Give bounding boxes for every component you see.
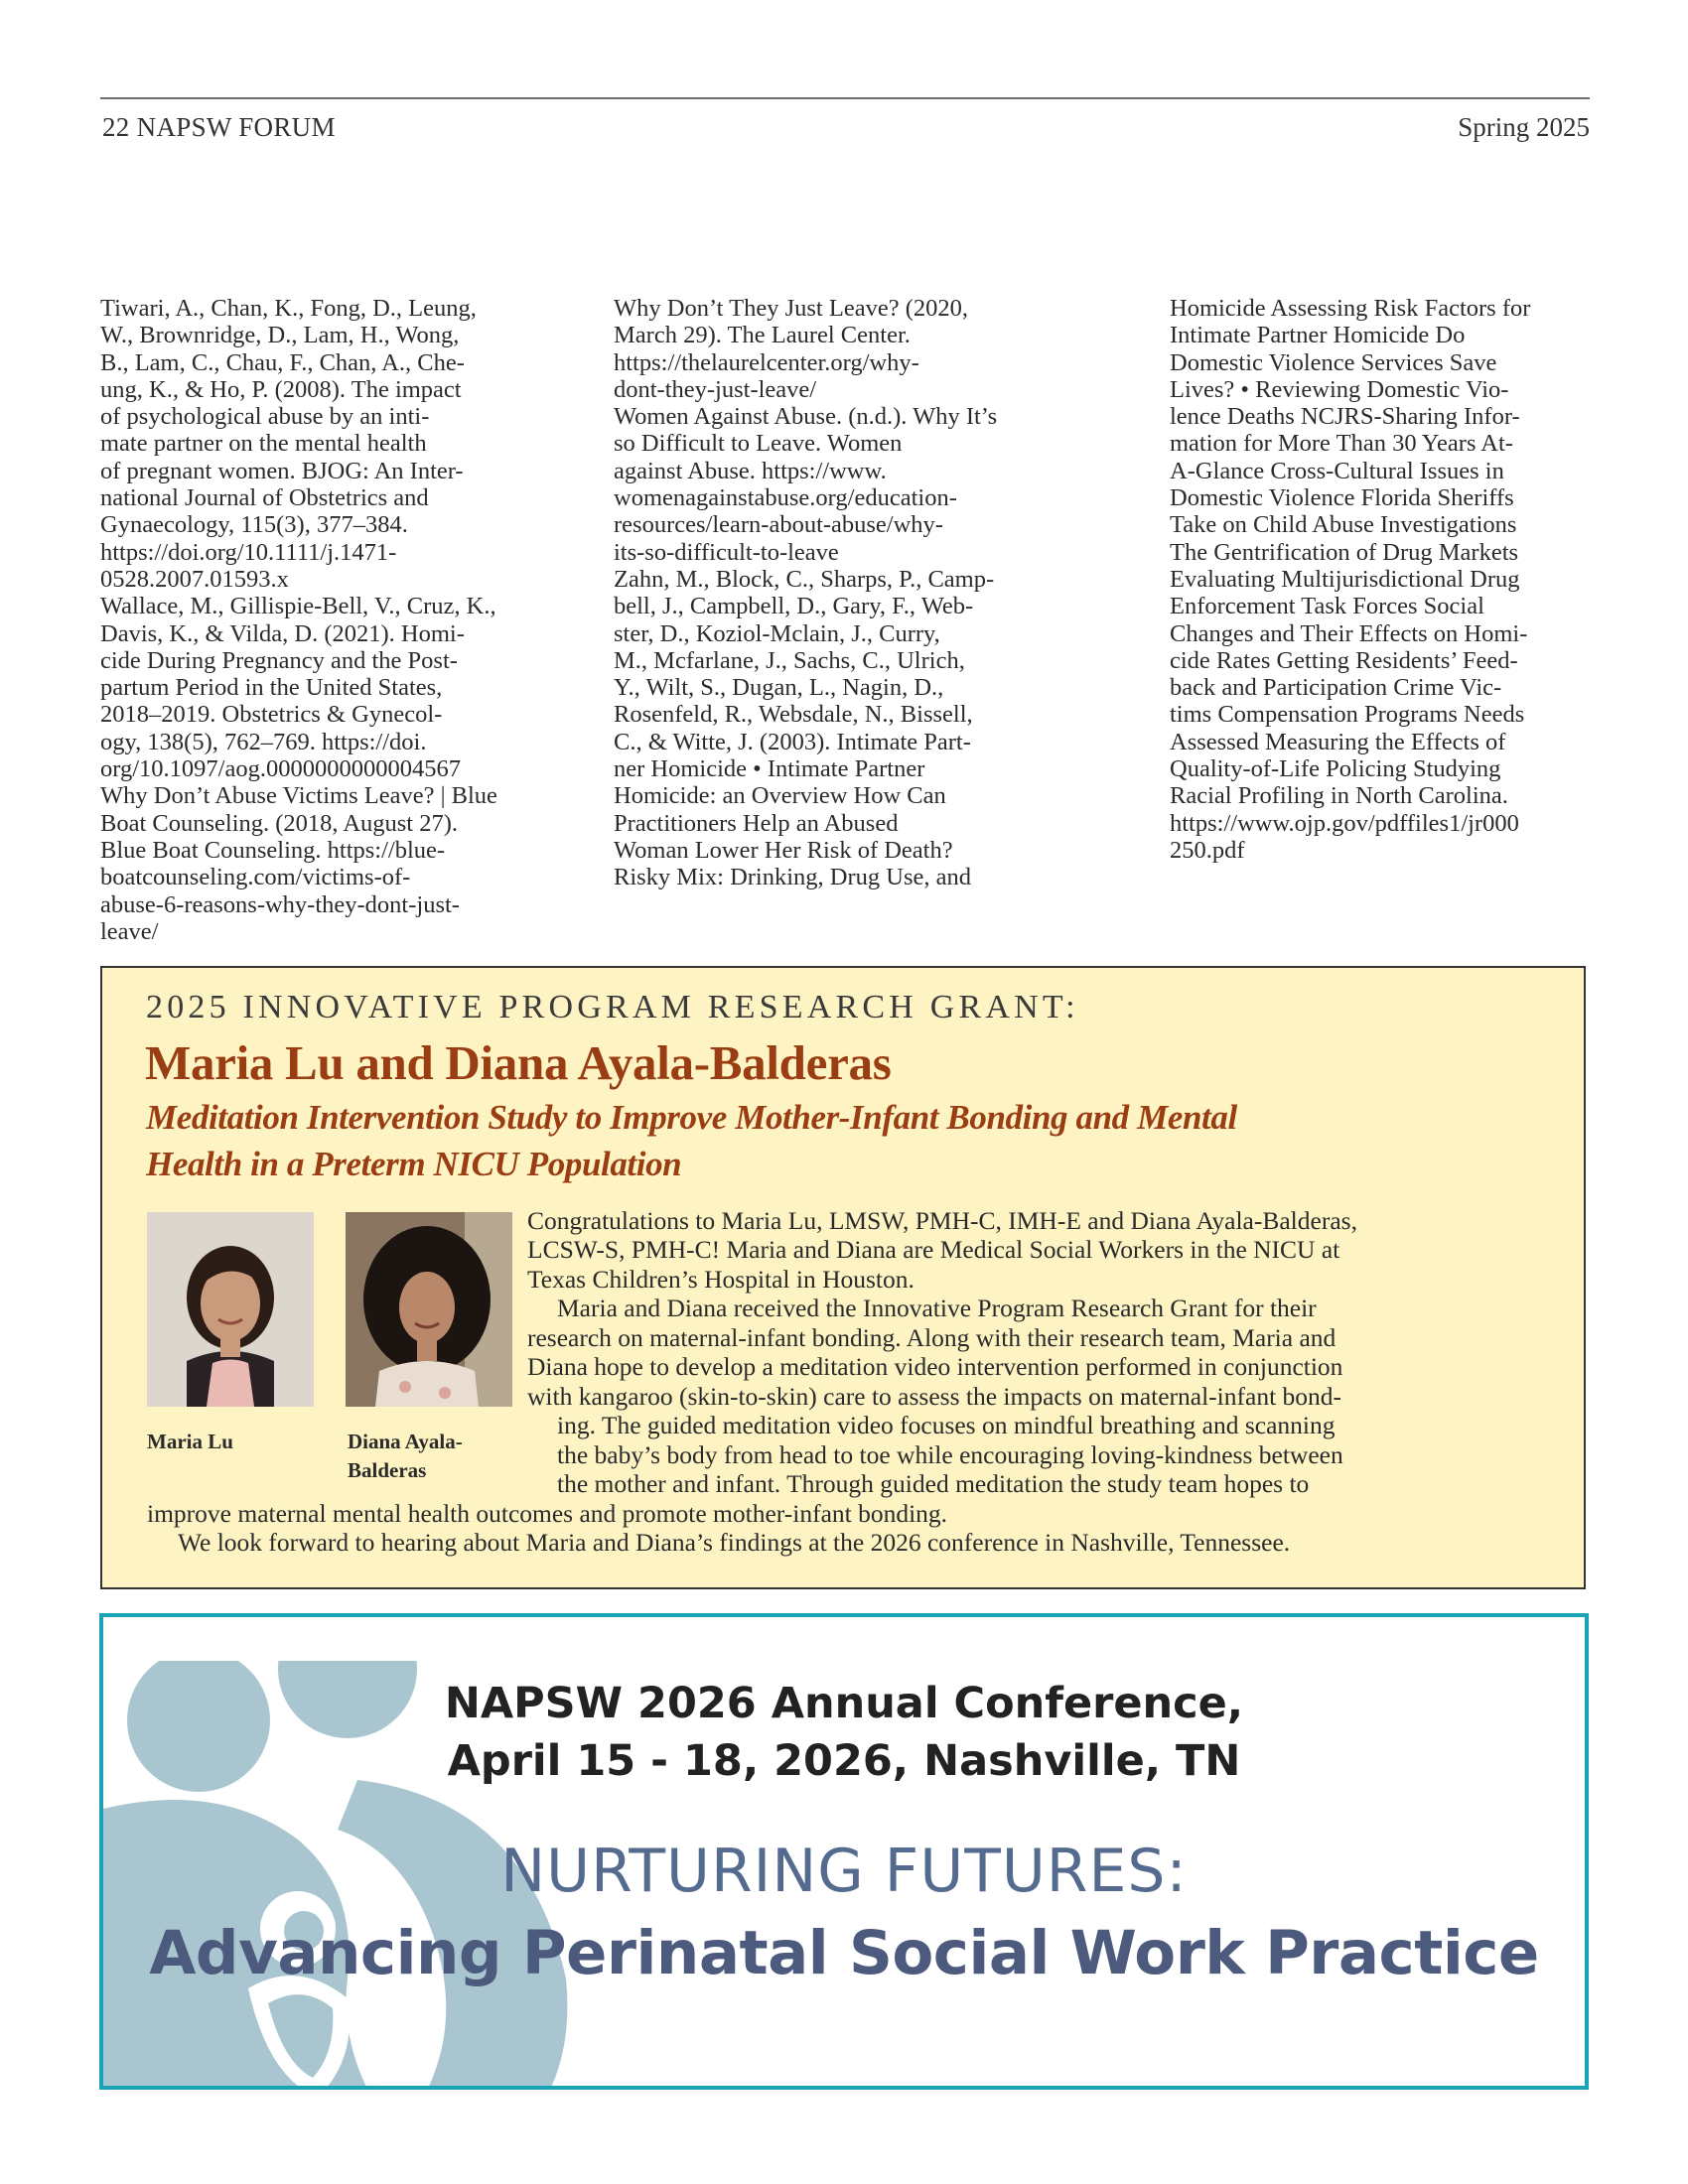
references-column-3 <box>1170 295 1599 864</box>
ref-line: of pregnant women. BJOG: An Inter- <box>100 457 464 484</box>
page-number-and-publication: 22 NAPSW FORUM <box>102 112 336 142</box>
ref-line: Women Against Abuse. (n.d.). Why It’s <box>614 403 998 431</box>
ref-line: Racial Profiling in North Carolina. <box>1170 782 1508 810</box>
ref-line: org/10.1097/aog.0000000000004567 <box>100 755 461 783</box>
reference-entry-laurel-center <box>614 295 1080 403</box>
reference-entry-zahn-continued <box>1170 295 1599 864</box>
ref-line: 2018–2019. Obstetrics & Gynecol- <box>100 701 443 729</box>
body-line: with kangaroo (skin-to-skin) care to assess the impacts on maternal-infant bond- <box>527 1382 1342 1411</box>
ref-line: Zahn, M., Block, C., Sharps, P., Camp- <box>614 565 995 593</box>
reference-entry-zahn <box>614 566 1080 891</box>
ref-line: abuse-6-reasons-why-they-dont-just- <box>100 890 460 918</box>
ref-line: The Gentrification of Drug Markets <box>1170 538 1519 566</box>
reference-entry-blue-boat <box>100 782 567 945</box>
ref-line: Wallace, M., Gillispie-Bell, V., Cruz, K., <box>100 593 496 620</box>
ref-line: March 29). The Laurel Center. <box>614 322 911 349</box>
reference-entry-tiwari <box>100 295 567 593</box>
ref-line: of psychological abuse by an inti- <box>100 403 430 431</box>
ref-line: Homicide: an Overview How Can <box>614 782 946 810</box>
body-line: Maria and Diana received the Innovative Program Research Grant for their <box>557 1294 1317 1322</box>
ref-line: Evaluating Multijurisdictional Drug <box>1170 565 1520 593</box>
body-line: ing. The guided meditation video focuses on mindful breathing and scanning <box>557 1411 1336 1439</box>
ref-line: boatcounseling.com/victims-of- <box>100 864 411 891</box>
ref-line: ner Homicide • Intimate Partner <box>614 755 925 783</box>
ref-line: Boat Counseling. (2018, August 27). <box>100 809 459 837</box>
body-line: Texas Children’s Hospital in Houston. <box>527 1265 914 1294</box>
ref-line: national Journal of Obstetrics and <box>100 484 429 512</box>
reference-entry-wallace <box>100 593 567 782</box>
body-line: We look forward to hearing about Maria and Diana’s findings at the 2026 conference in Nashville, Tennessee. <box>178 1528 1291 1557</box>
body-line: LCSW-S, PMH-C! Maria and Diana are Medical Social Workers in the NICU at <box>527 1235 1340 1264</box>
ref-line: Take on Child Abuse Investigations <box>1170 511 1517 539</box>
study-title-line: Meditation Intervention Study to Improve Mother-Infant Bonding and Mental <box>146 1098 1237 1137</box>
ref-line: ung, K., & Ho, P. (2008). The impact <box>100 375 462 403</box>
grant-kicker: 2025 INNOVATIVE PROGRAM RESEARCH GRANT: <box>146 989 1079 1025</box>
ref-line: ogy, 138(5), 762–769. https://doi. <box>100 728 427 755</box>
ref-line: so Difficult to Leave. Women <box>614 430 903 458</box>
reference-entry-women-against-abuse <box>614 403 1080 566</box>
ref-line: Practitioners Help an Abused <box>614 809 899 837</box>
ref-line: Blue Boat Counseling. https://blue- <box>100 836 446 864</box>
ref-line: Homicide Assessing Risk Factors for <box>1170 295 1531 322</box>
ref-line: M., Mcfarlane, J., Sachs, C., Ulrich, <box>614 646 965 674</box>
ref-line: 250.pdf <box>1170 836 1245 864</box>
references-column-2 <box>614 295 1080 891</box>
ref-line: A-Glance Cross-Cultural Issues in <box>1170 457 1504 484</box>
conference-theme: NURTURING FUTURES: <box>500 1837 1188 1906</box>
conference-subtheme: Advancing Perinatal Social Work Practice <box>149 1918 1539 1988</box>
ref-line: back and Participation Crime Vic- <box>1170 674 1502 702</box>
conference-banner <box>99 1613 1589 2090</box>
ref-line: tims Compensation Programs Needs <box>1170 701 1525 729</box>
ref-line: Assessed Measuring the Effects of <box>1170 728 1506 755</box>
grant-announcement-box <box>100 966 1586 1589</box>
body-line: improve maternal mental health outcomes and promote mother-infant bonding. <box>147 1499 948 1528</box>
ref-line: ster, D., Koziol-Mclain, J., Curry, <box>614 619 940 647</box>
ref-line: partum Period in the United States, <box>100 674 443 702</box>
ref-line: W., Brownridge, D., Lam, H., Wong, <box>100 322 460 349</box>
references-column-1 <box>100 295 567 945</box>
ref-line: Tiwari, A., Chan, K., Fong, D., Leung, <box>100 295 477 322</box>
header-rule <box>100 97 1590 99</box>
ref-line: resources/learn-about-abuse/why- <box>614 511 943 539</box>
issue-date: Spring 2025 <box>1458 112 1590 142</box>
ref-line: Domestic Violence Florida Sheriffs <box>1170 484 1514 512</box>
ref-line: cide During Pregnancy and the Post- <box>100 646 458 674</box>
ref-line: https://thelaurelcenter.org/why- <box>614 348 919 376</box>
body-line: the mother and infant. Through guided meditation the study team hopes to <box>557 1469 1310 1498</box>
ref-line: mation for More Than 30 Years At- <box>1170 430 1513 458</box>
ref-line: Lives? • Reviewing Domestic Vio- <box>1170 375 1509 403</box>
ref-line: Woman Lower Her Risk of Death? <box>614 836 953 864</box>
ref-line: bell, J., Campbell, D., Gary, F., Web- <box>614 593 974 620</box>
conference-dates-location: April 15 - 18, 2026, Nashville, TN <box>447 1736 1241 1786</box>
ref-line: against Abuse. https://www. <box>614 457 887 484</box>
grant-recipients-heading: Maria Lu and Diana Ayala-Balderas <box>145 1035 892 1090</box>
ref-line: Davis, K., & Vilda, D. (2021). Homi- <box>100 619 465 647</box>
ref-line: C., & Witte, J. (2003). Intimate Part- <box>614 728 971 755</box>
ref-line: Changes and Their Effects on Homi- <box>1170 619 1528 647</box>
ref-line: lence Deaths NCJRS-Sharing Infor- <box>1170 403 1520 431</box>
photo-caption-maria-lu: Maria Lu <box>147 1430 233 1453</box>
ref-line: Why Don’t They Just Leave? (2020, <box>614 295 968 322</box>
ref-line: Risky Mix: Drinking, Drug Use, and <box>614 864 971 891</box>
ref-line: womenagainstabuse.org/education- <box>614 484 957 512</box>
ref-line: Gynaecology, 115(3), 377–384. <box>100 511 408 539</box>
ref-line: leave/ <box>100 917 159 945</box>
ref-line: B., Lam, C., Chau, F., Chan, A., Che- <box>100 348 465 376</box>
ref-line: Enforcement Task Forces Social <box>1170 593 1484 620</box>
ref-line: Y., Wilt, S., Dugan, L., Nagin, D., <box>614 674 944 702</box>
ref-line: cide Rates Getting Residents’ Feed- <box>1170 646 1518 674</box>
ref-line: Why Don’t Abuse Victims Leave? | Blue <box>100 782 497 810</box>
conference-title: NAPSW 2026 Annual Conference, <box>444 1679 1244 1728</box>
grant-announcement-text <box>102 968 1584 1587</box>
ref-line: Rosenfeld, R., Websdale, N., Bissell, <box>614 701 973 729</box>
body-line: the baby’s body from head to toe while encouraging loving-kindness between <box>557 1440 1343 1469</box>
body-line: research on maternal-infant bonding. Along with their research team, Maria and <box>527 1323 1336 1352</box>
ref-line: its-so-difficult-to-leave <box>614 538 839 566</box>
ref-line: https://www.ojp.gov/pdffiles1/jr000 <box>1170 809 1519 837</box>
body-line: Congratulations to Maria Lu, LMSW, PMH-C, IMH-E and Diana Ayala-Balderas, <box>527 1206 1357 1235</box>
body-line: Diana hope to develop a meditation video intervention performed in conjunction <box>527 1352 1343 1381</box>
study-title-line: Health in a Preterm NICU Population <box>146 1145 682 1183</box>
photo-caption-diana-ayala-balderas: Diana Ayala-Balderas <box>348 1430 463 1482</box>
ref-line: dont-they-just-leave/ <box>614 375 817 403</box>
ref-line: Quality-of-Life Policing Studying <box>1170 755 1501 783</box>
ref-line: https://doi.org/10.1111/j.1471- <box>100 538 397 566</box>
ref-line: Intimate Partner Homicide Do <box>1170 322 1466 349</box>
ref-line: 0528.2007.01593.x <box>100 565 289 593</box>
ref-line: mate partner on the mental health <box>100 430 427 458</box>
ref-line: Domestic Violence Services Save <box>1170 348 1497 376</box>
